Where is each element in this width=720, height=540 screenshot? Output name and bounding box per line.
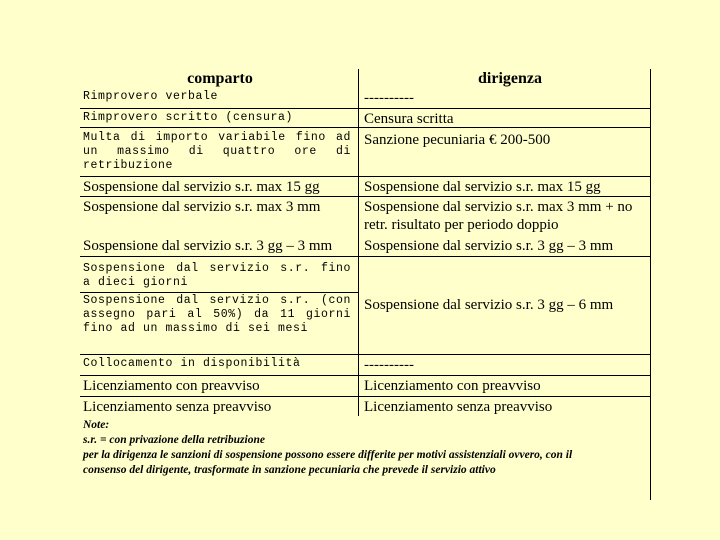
cell-dirigenza: Licenziamento con preavviso [364,378,541,394]
row-divider [80,354,650,355]
cell-comparto: Licenziamento con preavviso [83,378,260,394]
row-divider [80,196,650,197]
cell-dirigenza: ---------- [364,357,414,373]
header-comparto: comparto [187,70,253,87]
cell-comparto: Sospensione dal servizio s.r. max 3 mm [83,199,321,215]
row-divider [80,396,650,397]
cell-dirigenza: ---------- [364,90,414,106]
cell-dirigenza: Sospensione dal servizio s.r. 3 gg – 3 mm [364,238,614,254]
cell-comparto: Sospensione dal servizio s.r. (con assegno pari al 50%) da 11 giorni fino ad un massimo di sei mesi [83,294,351,335]
cell-dirigenza: Sospensione dal servizio s.r. max 3 mm + no retr. risultato per periodo doppio [364,199,633,233]
cell-dirigenza: Censura scritta [364,111,454,127]
notes-line: s.r. = con privazione della retribuzione [83,434,265,446]
cell-comparto: Multa di importo variabile fino ad un massimo di quattro ore di retribuzione [83,131,351,172]
cell-dirigenza: Sospensione dal servizio s.r. 3 gg – 6 mm [364,297,614,313]
cell-dirigenza: Licenziamento senza preavviso [364,399,553,415]
cell-comparto: Sospensione dal servizio s.r. fino a dieci giorni [83,262,351,289]
row-divider [80,108,650,109]
row-divider [80,375,650,376]
cell-dirigenza: Sanzione pecuniaria € 200-500 [364,132,551,148]
cell-comparto: Rimprovero scritto (censura) [83,111,294,124]
cell-comparto: Sospensione dal servizio s.r. max 15 gg [83,179,320,195]
header-dirigenza: dirigenza [478,70,542,87]
row-divider [80,256,650,257]
cell-comparto: Sospensione dal servizio s.r. 3 gg – 3 mm [83,238,333,254]
notes-line: per la dirigenza le sanzioni di sospensione possono essere differite per motivi assistenziali ovvero, con il [83,449,573,461]
notes-label: Note: [83,419,110,431]
notes-line: consenso del dirigente, trasformate in sanzione pecuniaria che prevede il servizio attivo [83,464,496,476]
cell-dirigenza: Sospensione dal servizio s.r. max 15 gg [364,179,601,195]
row-divider [80,176,650,177]
column-divider [358,69,359,416]
right-border [650,69,651,500]
cell-comparto: Licenziamento senza preavviso [83,399,272,415]
cell-comparto: Collocamento in disponibilità [83,357,301,370]
row-divider [80,292,358,293]
cell-comparto: Rimprovero verbale [83,90,219,103]
